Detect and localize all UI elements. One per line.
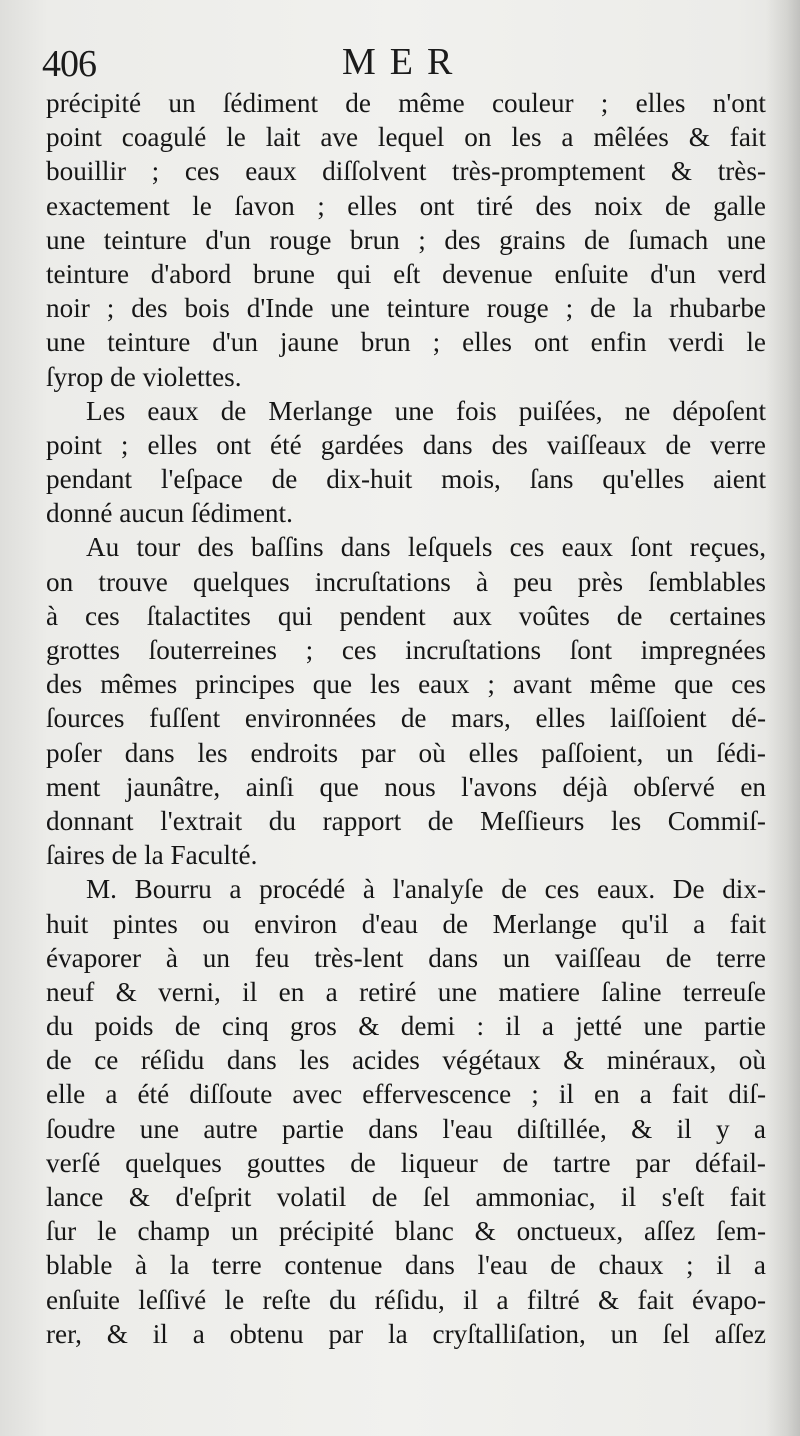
text-line: ment jaunâtre, ainſi que nous l'avons déjà obſervé en	[46, 771, 766, 802]
text-line: on trouve quelques incruſtations à peu près ſemblables	[46, 566, 766, 597]
text-line: ſaires de la Faculté.	[46, 840, 258, 871]
text-line: grottes ſouterreines ; ces incruſtations ſont impregnées	[46, 635, 766, 665]
text-line: à ces ſtalactites qui pendent aux voûtes de certaines	[46, 600, 766, 631]
text-line: bouillir ; ces eaux diſſolvent très-promptement & très-	[46, 156, 766, 187]
text-line: ſur le champ un précipité blanc & onctueux, aſſez ſem-	[46, 1216, 766, 1247]
text-line: blable à la terre contenue dans l'eau de chaux ; il a	[46, 1250, 766, 1281]
text-line: verſé quelques gouttes de liqueur de tartre par défail-	[46, 1147, 766, 1178]
text-line: M. Bourru a procédé à l'analyſe de ces eaux. De dix-	[86, 874, 766, 905]
text-line: lance & d'eſprit volatil de ſel ammoniac, il s'eſt fait	[46, 1182, 766, 1212]
text-line: une teinture d'un jaune brun ; elles ont enfin verdi le	[46, 327, 766, 358]
running-head: MER	[342, 41, 467, 83]
text-line: ſources fuſſent environnées de mars, elles laiſſoient dé-	[46, 703, 766, 734]
text-line: donnant l'extrait du rapport de Meſſieurs les Commiſ-	[46, 805, 766, 836]
text-line: enſuite leſſivé le reſte du réſidu, il a filtré & fait évapo-	[46, 1284, 766, 1315]
text-line: neuf & verni, il en a retiré une matiere ſaline terreuſe	[46, 976, 766, 1007]
text-line: Les eaux de Merlange une fois puiſées, ne dépoſent	[86, 395, 766, 426]
text-line: de ce réſidu dans les acides végétaux & minéraux, où	[46, 1045, 766, 1076]
text-line: pendant l'eſpace de dix-huit mois, ſans qu'elles aient	[46, 464, 766, 495]
text-line: ſoudre une autre partie dans l'eau diſtillée, & il y a	[46, 1113, 766, 1144]
text-line: du poids de cinq gros & demi : il a jetté une partie	[46, 1011, 766, 1042]
text-line: teinture d'abord brune qui eſt devenue enſuite d'un verd	[46, 258, 766, 289]
text-line: point ; elles ont été gardées dans des vaiſſeaux de verre	[46, 429, 766, 460]
text-line: rer, & il a obtenu par la cryſtalliſation, un ſel aſſez	[46, 1318, 766, 1349]
page-header	[42, 38, 772, 88]
text-line: elle a été diſſoute avec effervescence ; il en a fait diſ-	[46, 1079, 766, 1110]
text-line: noir ; des bois d'Inde une teinture rouge ; de la rhubarbe	[46, 293, 766, 324]
text-line: point coagulé le lait ave lequel on les a mêlées & fait	[46, 122, 766, 153]
text-line: huit pintes ou environ d'eau de Merlange qu'il a fait	[46, 908, 766, 939]
text-line: poſer dans les endroits par où elles paſſoient, un ſédi-	[46, 737, 766, 768]
text-line: une teinture d'un rouge brun ; des grains de ſumach une	[46, 224, 766, 255]
text-line: précipité un ſédiment de même couleur ; elles n'ont	[46, 88, 766, 118]
text-line: exactement le ſavon ; elles ont tiré des noix de galle	[46, 190, 766, 221]
text-line: Au tour des baſſins dans leſquels ces eaux ſont reçues,	[86, 532, 766, 563]
page-edge-shadow	[766, 0, 800, 1436]
text-line: des mêmes principes que les eaux ; avant même que ces	[46, 669, 766, 700]
text-line: donné aucun ſédiment.	[46, 498, 293, 529]
text-line: ſyrop de violettes.	[46, 361, 242, 392]
page-number: 406	[42, 43, 96, 85]
text-line: évaporer à un feu très-lent dans un vaiſſeau de terre	[46, 942, 766, 973]
body-text	[46, 86, 766, 1351]
